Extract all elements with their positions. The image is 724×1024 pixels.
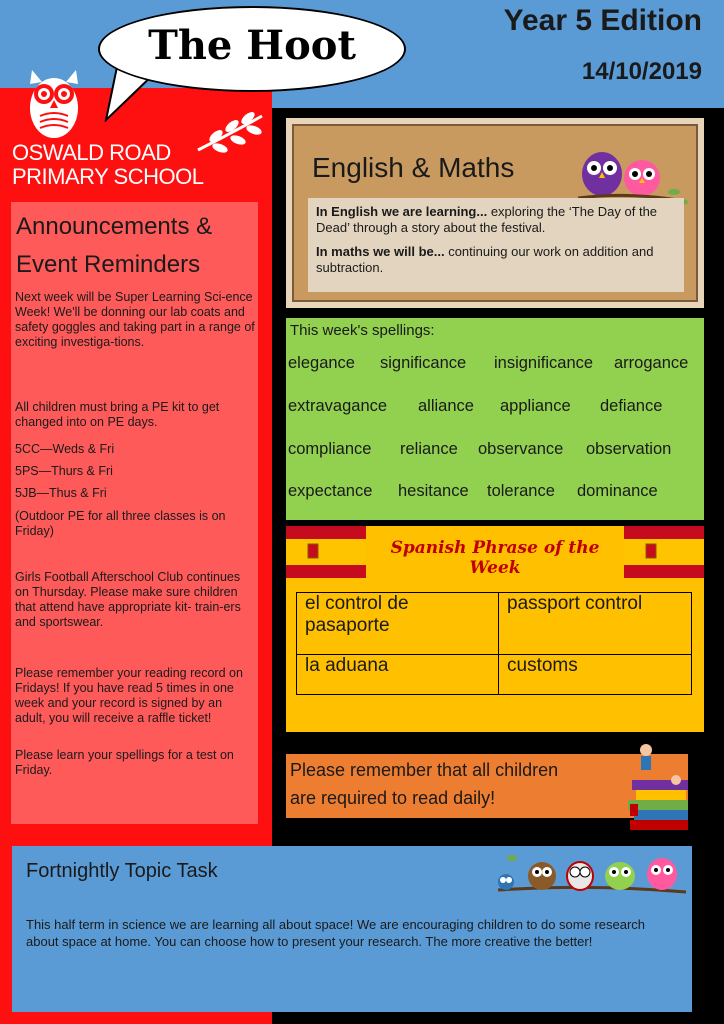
school-name-line1: OSWALD ROAD [12,140,171,165]
spelling-row [288,482,702,504]
spain-flag-icon [624,526,704,578]
spelling-word: expectance [288,482,373,500]
english-maths-board [286,118,704,308]
spellings-test-note: Please learn your spellings for a test on Friday. [15,748,234,777]
table-row [297,593,692,655]
pe-day-5ps: 5PS—Thurs & Fri [15,464,113,478]
spelling-row [288,397,702,419]
spellings-panel [286,318,704,520]
spelling-word: alliance [418,397,474,415]
spelling-word: observance [478,440,564,458]
maths-text: continuing our work on addition and subtraction. [316,244,654,275]
topic-text: This half term in science we are learning all about space! We are encouraging children to do some research about space at home. You can choose how to present your research. The more creative the better! [26,917,646,949]
owl-logo-icon [22,64,86,140]
spanish-phrase: el control de pasaporte [297,593,499,655]
school-name-line2: PRIMARY SCHOOL [12,164,204,189]
book-stack-icon [624,736,696,834]
spanish-phrase: la aduana [297,655,499,695]
spelling-word: hesitance [398,482,469,500]
spelling-word: tolerance [487,482,555,500]
spelling-word: defiance [600,397,663,415]
table-row [297,655,692,695]
pe-day-5jb: 5JB—Thus & Fri [15,486,107,500]
maths-lead: In maths we will be... [316,244,445,259]
english-paragraph [316,204,676,236]
spanish-phrase-title: Spanish Phrase of the Week [390,538,600,578]
football-club-note: Girls Football Afterschool Club continues on Thursday. Please make sure children that attend have appropriate kit- train-ers and sportswear. [15,570,241,629]
pe-day-5cc: 5CC—Weds & Fri [15,442,115,456]
edition-label: Year 5 Edition [503,4,702,37]
topic-task-panel [12,846,692,1012]
spelling-word: observation [586,440,672,458]
olive-branch-icon [196,110,264,154]
announcements-panel [11,202,258,824]
spelling-word: arrogance [614,354,689,372]
announcements-heading [16,208,256,284]
english-translation: passport control [499,593,692,655]
english-translation: customs [499,655,692,695]
english-text: exploring the ‘The Day of the Dead’ through a story about the festival. [316,204,658,235]
spain-flag-icon [286,526,366,578]
maths-paragraph [316,244,676,276]
issue-date: 14/10/2019 [581,58,702,85]
spelling-word: significance [380,354,467,372]
topic-heading: Fortnightly Topic Task [26,860,218,882]
spellings-title: This week's spellings: [290,322,435,339]
spelling-row [288,354,702,376]
spelling-word: reliance [400,440,458,458]
heading-line2: Event Reminders [16,251,201,278]
phrase-table [296,592,692,695]
science-week-note: Next week will be Super Learning Sci-ence Week! We'll be donning our lab coats and safety goggles and taking part in a range of exciting investiga-tions. [15,290,255,349]
reading-record-note: Please remember your reading record on Fridays! If you have read 5 times in one week and your record is signed by an adult, you will receive a raffle ticket! [15,666,243,725]
reading-line2: are required to read daily! [290,788,496,808]
english-maths-note [308,198,684,292]
spelling-word: elegance [288,354,355,372]
english-lead: In English we are learning... [316,204,488,219]
spelling-row [288,440,702,462]
outdoor-pe-note: (Outdoor PE for all three classes is on Friday) [15,509,226,538]
spelling-word: appliance [500,397,571,415]
spelling-word: insignificance [494,354,594,372]
newsletter-title: The Hoot [148,22,356,69]
heading-line1: Announcements & [16,213,213,240]
spelling-word: dominance [577,482,658,500]
spelling-word: compliance [288,440,372,458]
owls-on-branch-icon [492,850,688,900]
spanish-phrase-panel [286,526,704,732]
spelling-word: extravagance [288,397,388,415]
pe-kit-note: All children must bring a PE kit to get changed into on PE days. [15,400,220,429]
reading-line1: Please remember that all children [290,760,559,780]
english-maths-heading: English & Maths [312,152,515,183]
